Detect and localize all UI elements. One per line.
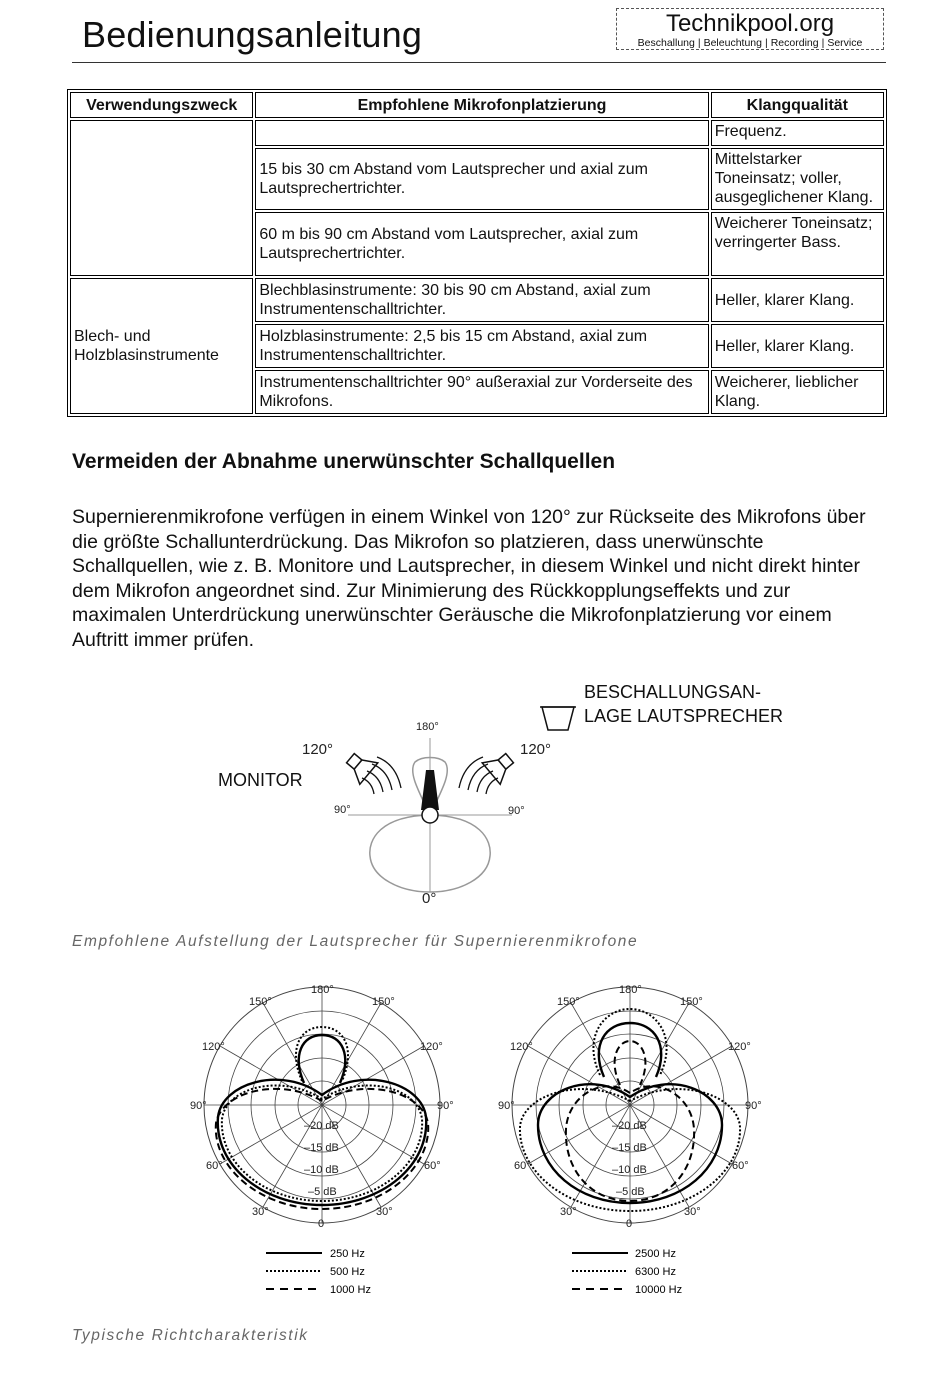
- legend-label: 1000 Hz: [330, 1284, 371, 1296]
- angle-label: 30°: [252, 1206, 269, 1218]
- polar-patterns-figure: [180, 975, 780, 1305]
- angle-label: 150°: [372, 996, 395, 1008]
- db-label: –5 dB: [308, 1186, 337, 1198]
- pa-label-line2: LAGE LAUTSPRECHER: [584, 706, 784, 726]
- db-label: –15 dB: [612, 1142, 647, 1154]
- angle-label: 60°: [514, 1160, 531, 1172]
- logo-tag: Beschallung: [637, 37, 695, 49]
- table-cell: 60 m bis 90 cm Abstand vom Lautsprecher, axial zum Lautsprechertrichter.: [255, 212, 708, 276]
- pa-speaker-icon: [482, 747, 518, 784]
- db-label: –10 dB: [304, 1164, 339, 1176]
- logo-name: Technikpool.org: [665, 10, 835, 37]
- angle-label: 60°: [206, 1160, 223, 1172]
- angle-label: 30°: [560, 1206, 577, 1218]
- table-cell: Blech- und Holzblasinstrumente: [70, 278, 253, 414]
- angle-label: 90°: [498, 1100, 515, 1112]
- microphone-head-icon: [422, 807, 438, 823]
- monitor-speaker-icon: [341, 747, 377, 784]
- table-cell: Frequenz.: [711, 120, 884, 146]
- logo-tag: Beleuchtung: [703, 37, 762, 49]
- table-cell: Instrumentenschalltrichter 90° außeraxial zur Vorderseite des Mikrofons.: [255, 370, 708, 414]
- angle-label-90-left: 90°: [334, 804, 351, 816]
- table-row: [70, 278, 884, 322]
- legend-label: 6300 Hz: [635, 1266, 676, 1278]
- angle-label-120-right: 120°: [520, 741, 552, 758]
- angle-label: 30°: [684, 1206, 701, 1218]
- angle-label: 90°: [745, 1100, 762, 1112]
- legend-high-frequencies: [572, 1248, 682, 1296]
- db-label: –10 dB: [612, 1164, 647, 1176]
- db-label: –15 dB: [304, 1142, 339, 1154]
- db-label: –20 dB: [304, 1120, 339, 1132]
- angle-label: 120°: [510, 1041, 533, 1053]
- angle-label-120-left: 120°: [302, 741, 334, 758]
- table-cell: Blechblasinstrumente: 30 bis 90 cm Abstand, axial zum Instrumentenschalltrichter.: [255, 278, 708, 322]
- table-cell: Weicherer, lieblicher Klang.: [711, 370, 884, 414]
- table-cell: [255, 120, 708, 146]
- legend-low-frequencies: [266, 1248, 371, 1296]
- pa-cabinet-icon: [540, 707, 576, 730]
- header-rule: [72, 62, 886, 63]
- angle-label: 120°: [202, 1041, 225, 1053]
- legend-label: 2500 Hz: [635, 1248, 676, 1260]
- placement-table: [67, 89, 887, 417]
- table-cell: Mittelstarker Toneinsatz; voller, ausgeglichener Klang.: [711, 148, 884, 210]
- legend-label: 250 Hz: [330, 1248, 365, 1260]
- pa-label-line1: BESCHALLUNGSAN-: [584, 682, 762, 702]
- monitor-label: MONITOR: [218, 770, 303, 790]
- table-cell: 15 bis 30 cm Abstand vom Lautsprecher und axial zum Lautsprechertrichter.: [255, 148, 708, 210]
- angle-label: 0: [626, 1218, 633, 1230]
- body-paragraph: Supernierenmikrofone verfügen in einem Winkel von 120° zur Rückseite des Mikrofons über die größte Schallunterdrückung. Das Mikrofon so platzieren, dass unerwünschte Schallquellen, wie z. B. Monitore und Lautsprecher, in diesem Winkel und nicht direkt hinter dem Mikrofon angeordnet sind. Zur Minimierung des Rückkopplungseffekts und zur maximalen Unterdrückung unerwünschter Geräusche die Mikrofonplatzierung vor einem Auftritt immer prüfen.: [72, 506, 866, 651]
- site-logo: [616, 8, 884, 50]
- microphone-icon: [421, 770, 439, 810]
- angle-label-90-right: 90°: [508, 805, 525, 817]
- table-cell: Weicherer Toneinsatz; verringerter Bass.: [711, 212, 884, 276]
- table-cell: Heller, klarer Klang.: [711, 324, 884, 368]
- angle-label-180: 180°: [416, 721, 439, 733]
- table-row: [70, 120, 884, 146]
- table-header: Klangqualität: [711, 92, 884, 118]
- angle-label: 30°: [376, 1206, 393, 1218]
- legend-label: 500 Hz: [330, 1266, 365, 1278]
- db-label: –20 dB: [612, 1120, 647, 1132]
- angle-label: 60°: [424, 1160, 441, 1172]
- logo-tagline: Beschallung | Beleuchtung | Recording | Service: [637, 37, 863, 49]
- table-header-row: [70, 92, 884, 118]
- table-cell: Holzblasinstrumente: 2,5 bis 15 cm Abstand, axial zum Instrumentenschalltrichter.: [255, 324, 708, 368]
- angle-label: 120°: [728, 1041, 751, 1053]
- logo-tag: Recording: [770, 37, 819, 49]
- figure-caption-1: Empfohlene Aufstellung der Lautsprecher für Supernierenmikrofone: [72, 933, 639, 950]
- page-title: Bedienungsanleitung: [82, 14, 423, 55]
- angle-label: 120°: [420, 1041, 443, 1053]
- angle-label-0: 0°: [422, 890, 437, 907]
- angle-label: 180°: [619, 984, 642, 996]
- logo-tag: Service: [827, 37, 863, 49]
- figure-caption-2: Typische Richtcharakteristik: [72, 1327, 309, 1344]
- speaker-placement-diagram: [150, 670, 830, 915]
- section-heading: Vermeiden der Abnahme unerwünschter Schallquellen: [72, 450, 616, 473]
- angle-label: 0: [318, 1218, 325, 1230]
- table-cell: Heller, klarer Klang.: [711, 278, 884, 322]
- table-header: Empfohlene Mikrofonplatzierung: [255, 92, 708, 118]
- table-cell: [70, 120, 253, 276]
- angle-label: 150°: [249, 996, 272, 1008]
- angle-label: 90°: [190, 1100, 207, 1112]
- db-label: –5 dB: [616, 1186, 645, 1198]
- angle-label: 90°: [437, 1100, 454, 1112]
- legend-label: 10000 Hz: [635, 1284, 683, 1296]
- angle-label: 150°: [680, 996, 703, 1008]
- angle-label: 150°: [557, 996, 580, 1008]
- angle-label: 60°: [732, 1160, 749, 1172]
- angle-label: 180°: [311, 984, 334, 996]
- table-header: Verwendungszweck: [70, 92, 253, 118]
